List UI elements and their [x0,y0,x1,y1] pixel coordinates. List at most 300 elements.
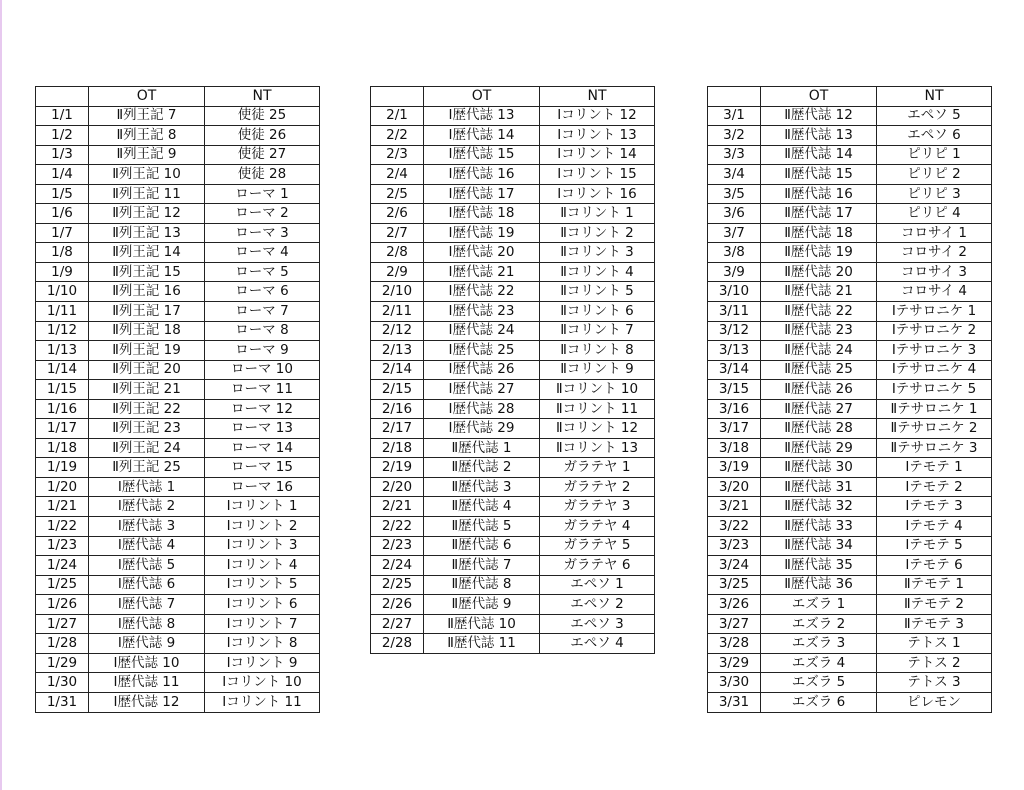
ot-reading-cell: Ⅱ歴代誌 10 [424,614,540,634]
table-row [708,497,992,517]
ot-reading-cell: Ⅱ列王記 12 [89,204,205,224]
nt-reading-cell: コロサイ 2 [877,243,992,263]
header-nt: NT [205,87,320,107]
nt-reading-cell: Ⅰテモテ 3 [877,497,992,517]
ot-reading-cell: Ⅰ歴代誌 17 [424,184,540,204]
date-cell: 2/12 [371,321,424,341]
nt-reading-cell: Ⅰテモテ 4 [877,517,992,537]
date-cell: 2/9 [371,262,424,282]
table-row [708,653,992,673]
ot-reading-cell: Ⅱ歴代誌 11 [424,634,540,654]
table-row [371,165,655,185]
ot-reading-cell: Ⅰ歴代誌 21 [424,262,540,282]
ot-reading-cell: エズラ 5 [761,673,877,693]
date-cell: 2/18 [371,438,424,458]
ot-reading-cell: Ⅱ歴代誌 6 [424,536,540,556]
table-row [371,438,655,458]
ot-reading-cell: Ⅰ歴代誌 18 [424,204,540,224]
date-cell: 1/28 [36,634,89,654]
ot-reading-cell: Ⅱ列王記 15 [89,262,205,282]
nt-reading-cell: ローマ 16 [205,477,320,497]
date-cell: 2/22 [371,517,424,537]
ot-reading-cell: Ⅱ列王記 23 [89,419,205,439]
nt-reading-cell: Ⅰテモテ 6 [877,556,992,576]
table-row [371,243,655,263]
nt-reading-cell: 使徒 25 [205,106,320,126]
nt-reading-cell: ピリピ 4 [877,204,992,224]
date-cell: 1/11 [36,302,89,322]
table-row [708,282,992,302]
table-row [708,536,992,556]
date-cell: 1/27 [36,614,89,634]
table-row [371,341,655,361]
nt-reading-cell: Ⅰコリント 12 [540,106,655,126]
ot-reading-cell: Ⅰ歴代誌 2 [89,497,205,517]
date-cell: 3/3 [708,145,761,165]
nt-reading-cell: Ⅱテサロニケ 3 [877,438,992,458]
date-cell: 1/4 [36,165,89,185]
date-cell: 3/30 [708,673,761,693]
table-row [708,614,992,634]
nt-reading-cell: ローマ 15 [205,458,320,478]
ot-reading-cell: Ⅱ列王記 19 [89,341,205,361]
ot-reading-cell: Ⅱ列王記 20 [89,360,205,380]
nt-reading-cell: テトス 2 [877,653,992,673]
date-cell: 3/15 [708,380,761,400]
nt-reading-cell: Ⅱテモテ 1 [877,575,992,595]
nt-reading-cell: Ⅱコリント 10 [540,380,655,400]
nt-reading-cell: ローマ 9 [205,341,320,361]
date-cell: 2/2 [371,126,424,146]
date-cell: 3/13 [708,341,761,361]
date-cell: 3/31 [708,692,761,712]
nt-reading-cell: Ⅰコリント 15 [540,165,655,185]
ot-reading-cell: Ⅱ歴代誌 15 [761,165,877,185]
table-row [36,165,320,185]
table-row [371,204,655,224]
nt-reading-cell: ローマ 10 [205,360,320,380]
date-cell: 1/1 [36,106,89,126]
date-cell: 1/25 [36,575,89,595]
nt-reading-cell: ガラテヤ 1 [540,458,655,478]
table-row [371,595,655,615]
header-date-cell [708,87,761,107]
date-cell: 2/15 [371,380,424,400]
table-row [36,341,320,361]
date-cell: 2/1 [371,106,424,126]
nt-reading-cell: Ⅰテモテ 1 [877,458,992,478]
date-cell: 3/17 [708,419,761,439]
nt-reading-cell: Ⅰコリント 5 [205,575,320,595]
date-cell: 3/22 [708,517,761,537]
ot-reading-cell: Ⅱ歴代誌 2 [424,458,540,478]
date-cell: 1/21 [36,497,89,517]
date-cell: 2/3 [371,145,424,165]
nt-reading-cell: 使徒 28 [205,165,320,185]
date-cell: 1/15 [36,380,89,400]
table-row [36,673,320,693]
ot-reading-cell: Ⅱ歴代誌 14 [761,145,877,165]
table-row [708,184,992,204]
date-cell: 3/21 [708,497,761,517]
nt-reading-cell: Ⅱコリント 4 [540,262,655,282]
nt-reading-cell: コロサイ 4 [877,282,992,302]
date-cell: 1/20 [36,477,89,497]
reading-table-january [35,86,320,713]
nt-reading-cell: ローマ 7 [205,302,320,322]
nt-reading-cell: ピリピ 1 [877,145,992,165]
header-ot: OT [761,87,877,107]
table-header-row [371,87,655,107]
nt-reading-cell: Ⅱコリント 5 [540,282,655,302]
nt-reading-cell: Ⅰテサロニケ 5 [877,380,992,400]
table-row [36,692,320,712]
nt-reading-cell: ガラテヤ 3 [540,497,655,517]
table-row [36,302,320,322]
date-cell: 1/26 [36,595,89,615]
ot-reading-cell: エズラ 3 [761,634,877,654]
table-row [371,517,655,537]
date-cell: 2/11 [371,302,424,322]
ot-reading-cell: Ⅱ歴代誌 9 [424,595,540,615]
date-cell: 1/10 [36,282,89,302]
date-cell: 3/2 [708,126,761,146]
nt-reading-cell: Ⅰコリント 3 [205,536,320,556]
ot-reading-cell: Ⅱ歴代誌 25 [761,360,877,380]
ot-reading-cell: Ⅰ歴代誌 13 [424,106,540,126]
ot-reading-cell: Ⅱ列王記 18 [89,321,205,341]
table-row [36,184,320,204]
ot-reading-cell: Ⅱ歴代誌 26 [761,380,877,400]
nt-reading-cell: ローマ 6 [205,282,320,302]
date-cell: 2/8 [371,243,424,263]
date-cell: 1/29 [36,653,89,673]
date-cell: 2/6 [371,204,424,224]
ot-reading-cell: Ⅱ列王記 21 [89,380,205,400]
table-row [36,458,320,478]
nt-reading-cell: Ⅱコリント 9 [540,360,655,380]
date-cell: 1/19 [36,458,89,478]
nt-reading-cell: Ⅰコリント 9 [205,653,320,673]
ot-reading-cell: Ⅱ歴代誌 7 [424,556,540,576]
ot-reading-cell: Ⅱ歴代誌 27 [761,399,877,419]
nt-reading-cell: Ⅰコリント 7 [205,614,320,634]
table-row [36,477,320,497]
ot-reading-cell: Ⅱ歴代誌 28 [761,419,877,439]
table-row [36,517,320,537]
ot-reading-cell: エズラ 4 [761,653,877,673]
ot-reading-cell: Ⅰ歴代誌 6 [89,575,205,595]
ot-reading-cell: Ⅰ歴代誌 8 [89,614,205,634]
date-cell: 3/9 [708,262,761,282]
table-row [371,399,655,419]
ot-reading-cell: Ⅱ列王記 9 [89,145,205,165]
ot-reading-cell: Ⅱ歴代誌 18 [761,223,877,243]
nt-reading-cell: Ⅰコリント 14 [540,145,655,165]
table-row [708,341,992,361]
date-cell: 1/12 [36,321,89,341]
ot-reading-cell: Ⅱ歴代誌 36 [761,575,877,595]
date-cell: 3/11 [708,302,761,322]
date-cell: 3/10 [708,282,761,302]
table-row [36,653,320,673]
table-header-row [36,87,320,107]
date-cell: 2/19 [371,458,424,478]
header-ot: OT [89,87,205,107]
nt-reading-cell: ローマ 4 [205,243,320,263]
ot-reading-cell: Ⅱ歴代誌 29 [761,438,877,458]
nt-reading-cell: Ⅰコリント 10 [205,673,320,693]
date-cell: 1/14 [36,360,89,380]
nt-reading-cell: Ⅱコリント 13 [540,438,655,458]
date-cell: 3/19 [708,458,761,478]
date-cell: 2/28 [371,634,424,654]
ot-reading-cell: Ⅱ歴代誌 12 [761,106,877,126]
nt-reading-cell: Ⅰテサロニケ 3 [877,341,992,361]
nt-reading-cell: ローマ 11 [205,380,320,400]
table-row [36,282,320,302]
nt-reading-cell: Ⅰテサロニケ 4 [877,360,992,380]
ot-reading-cell: Ⅰ歴代誌 1 [89,477,205,497]
date-cell: 3/29 [708,653,761,673]
nt-reading-cell: ローマ 2 [205,204,320,224]
table-row [708,419,992,439]
date-cell: 2/5 [371,184,424,204]
table-row [36,556,320,576]
table-row [371,380,655,400]
header-nt: NT [877,87,992,107]
table-row [708,477,992,497]
date-cell: 2/14 [371,360,424,380]
table-row [708,399,992,419]
nt-reading-cell: ローマ 14 [205,438,320,458]
ot-reading-cell: Ⅱ歴代誌 34 [761,536,877,556]
date-cell: 1/3 [36,145,89,165]
table-row [36,438,320,458]
ot-reading-cell: Ⅰ歴代誌 14 [424,126,540,146]
table-row [36,634,320,654]
ot-reading-cell: Ⅰ歴代誌 26 [424,360,540,380]
table-row [371,360,655,380]
date-cell: 2/27 [371,614,424,634]
table-row [36,575,320,595]
nt-reading-cell: コロサイ 1 [877,223,992,243]
date-cell: 1/5 [36,184,89,204]
ot-reading-cell: Ⅱ列王記 7 [89,106,205,126]
table-row [708,243,992,263]
ot-reading-cell: Ⅰ歴代誌 29 [424,419,540,439]
ot-reading-cell: Ⅱ歴代誌 13 [761,126,877,146]
nt-reading-cell: ピリピ 2 [877,165,992,185]
ot-reading-cell: Ⅱ歴代誌 3 [424,477,540,497]
date-cell: 1/24 [36,556,89,576]
table-row [708,360,992,380]
header-date-cell [36,87,89,107]
header-date-cell [371,87,424,107]
date-cell: 3/1 [708,106,761,126]
date-cell: 2/20 [371,477,424,497]
ot-reading-cell: Ⅱ歴代誌 16 [761,184,877,204]
date-cell: 1/2 [36,126,89,146]
date-cell: 3/7 [708,223,761,243]
table-row [708,458,992,478]
table-row [708,204,992,224]
date-cell: 2/21 [371,497,424,517]
date-cell: 3/6 [708,204,761,224]
ot-reading-cell: Ⅰ歴代誌 4 [89,536,205,556]
table-row [371,282,655,302]
nt-reading-cell: Ⅰコリント 6 [205,595,320,615]
table-row [708,302,992,322]
page-left-edge [0,0,2,790]
nt-reading-cell: Ⅰテモテ 5 [877,536,992,556]
table-row [371,536,655,556]
ot-reading-cell: Ⅱ歴代誌 32 [761,497,877,517]
table-row [708,321,992,341]
date-cell: 1/13 [36,341,89,361]
date-cell: 3/14 [708,360,761,380]
nt-reading-cell: Ⅱコリント 7 [540,321,655,341]
date-cell: 2/17 [371,419,424,439]
table-row [371,184,655,204]
ot-reading-cell: Ⅱ歴代誌 21 [761,282,877,302]
nt-reading-cell: ガラテヤ 6 [540,556,655,576]
table-row [371,126,655,146]
nt-reading-cell: Ⅱコリント 12 [540,419,655,439]
nt-reading-cell: エペソ 4 [540,634,655,654]
date-cell: 3/26 [708,595,761,615]
date-cell: 1/7 [36,223,89,243]
nt-reading-cell: Ⅰテモテ 2 [877,477,992,497]
date-cell: 2/16 [371,399,424,419]
date-cell: 2/13 [371,341,424,361]
ot-reading-cell: Ⅰ歴代誌 12 [89,692,205,712]
table-row [708,634,992,654]
table-row [36,497,320,517]
table-row [371,458,655,478]
ot-reading-cell: Ⅱ列王記 24 [89,438,205,458]
ot-reading-cell: Ⅰ歴代誌 25 [424,341,540,361]
date-cell: 3/23 [708,536,761,556]
ot-reading-cell: Ⅰ歴代誌 20 [424,243,540,263]
table-row [708,262,992,282]
table-row [371,575,655,595]
ot-reading-cell: Ⅰ歴代誌 19 [424,223,540,243]
ot-reading-cell: Ⅰ歴代誌 5 [89,556,205,576]
nt-reading-cell: Ⅱコリント 1 [540,204,655,224]
nt-reading-cell: ローマ 1 [205,184,320,204]
table-row [708,673,992,693]
date-cell: 3/8 [708,243,761,263]
table-row [36,223,320,243]
date-cell: 1/16 [36,399,89,419]
nt-reading-cell: エペソ 2 [540,595,655,615]
table-row [36,106,320,126]
date-cell: 2/7 [371,223,424,243]
ot-reading-cell: Ⅱ歴代誌 8 [424,575,540,595]
ot-reading-cell: Ⅰ歴代誌 3 [89,517,205,537]
table-row [36,399,320,419]
table-row [36,360,320,380]
date-cell: 3/20 [708,477,761,497]
nt-reading-cell: テトス 3 [877,673,992,693]
date-cell: 2/26 [371,595,424,615]
nt-reading-cell: Ⅰテサロニケ 1 [877,302,992,322]
ot-reading-cell: Ⅰ歴代誌 22 [424,282,540,302]
ot-reading-cell: Ⅱ列王記 10 [89,165,205,185]
table-row [371,419,655,439]
nt-reading-cell: ローマ 3 [205,223,320,243]
table-row [708,595,992,615]
table-row [371,497,655,517]
ot-reading-cell: Ⅱ列王記 14 [89,243,205,263]
table-row [36,380,320,400]
table-row [36,419,320,439]
ot-reading-cell: Ⅰ歴代誌 15 [424,145,540,165]
ot-reading-cell: Ⅰ歴代誌 7 [89,595,205,615]
nt-reading-cell: ピリピ 3 [877,184,992,204]
reading-table-february [370,86,655,654]
header-nt: NT [540,87,655,107]
nt-reading-cell: 使徒 26 [205,126,320,146]
ot-reading-cell: Ⅱ歴代誌 19 [761,243,877,263]
date-cell: 1/22 [36,517,89,537]
table-row [371,634,655,654]
ot-reading-cell: エズラ 1 [761,595,877,615]
nt-reading-cell: コロサイ 3 [877,262,992,282]
ot-reading-cell: Ⅱ歴代誌 24 [761,341,877,361]
date-cell: 1/23 [36,536,89,556]
nt-reading-cell: ローマ 13 [205,419,320,439]
ot-reading-cell: Ⅱ列王記 17 [89,302,205,322]
ot-reading-cell: Ⅱ歴代誌 35 [761,556,877,576]
ot-reading-cell: Ⅰ歴代誌 16 [424,165,540,185]
ot-reading-cell: Ⅱ列王記 11 [89,184,205,204]
nt-reading-cell: ガラテヤ 2 [540,477,655,497]
date-cell: 3/24 [708,556,761,576]
date-cell: 2/4 [371,165,424,185]
table-row [371,302,655,322]
table-row [708,223,992,243]
ot-reading-cell: Ⅱ列王記 16 [89,282,205,302]
nt-reading-cell: Ⅱコリント 2 [540,223,655,243]
nt-reading-cell: Ⅰコリント 4 [205,556,320,576]
table-row [371,556,655,576]
date-cell: 2/10 [371,282,424,302]
table-row [36,145,320,165]
date-cell: 3/16 [708,399,761,419]
table-row [36,614,320,634]
table-row [708,556,992,576]
table-row [36,536,320,556]
ot-reading-cell: Ⅰ歴代誌 28 [424,399,540,419]
nt-reading-cell: Ⅰコリント 13 [540,126,655,146]
nt-reading-cell: Ⅱテモテ 3 [877,614,992,634]
date-cell: 3/4 [708,165,761,185]
table-row [371,106,655,126]
table-row [708,126,992,146]
table-row [708,692,992,712]
table-row [371,477,655,497]
nt-reading-cell: Ⅱコリント 6 [540,302,655,322]
ot-reading-cell: Ⅱ歴代誌 31 [761,477,877,497]
table-row [371,614,655,634]
ot-reading-cell: Ⅱ歴代誌 1 [424,438,540,458]
table-row [708,106,992,126]
ot-reading-cell: Ⅱ列王記 8 [89,126,205,146]
table-row [36,321,320,341]
table-row [708,165,992,185]
